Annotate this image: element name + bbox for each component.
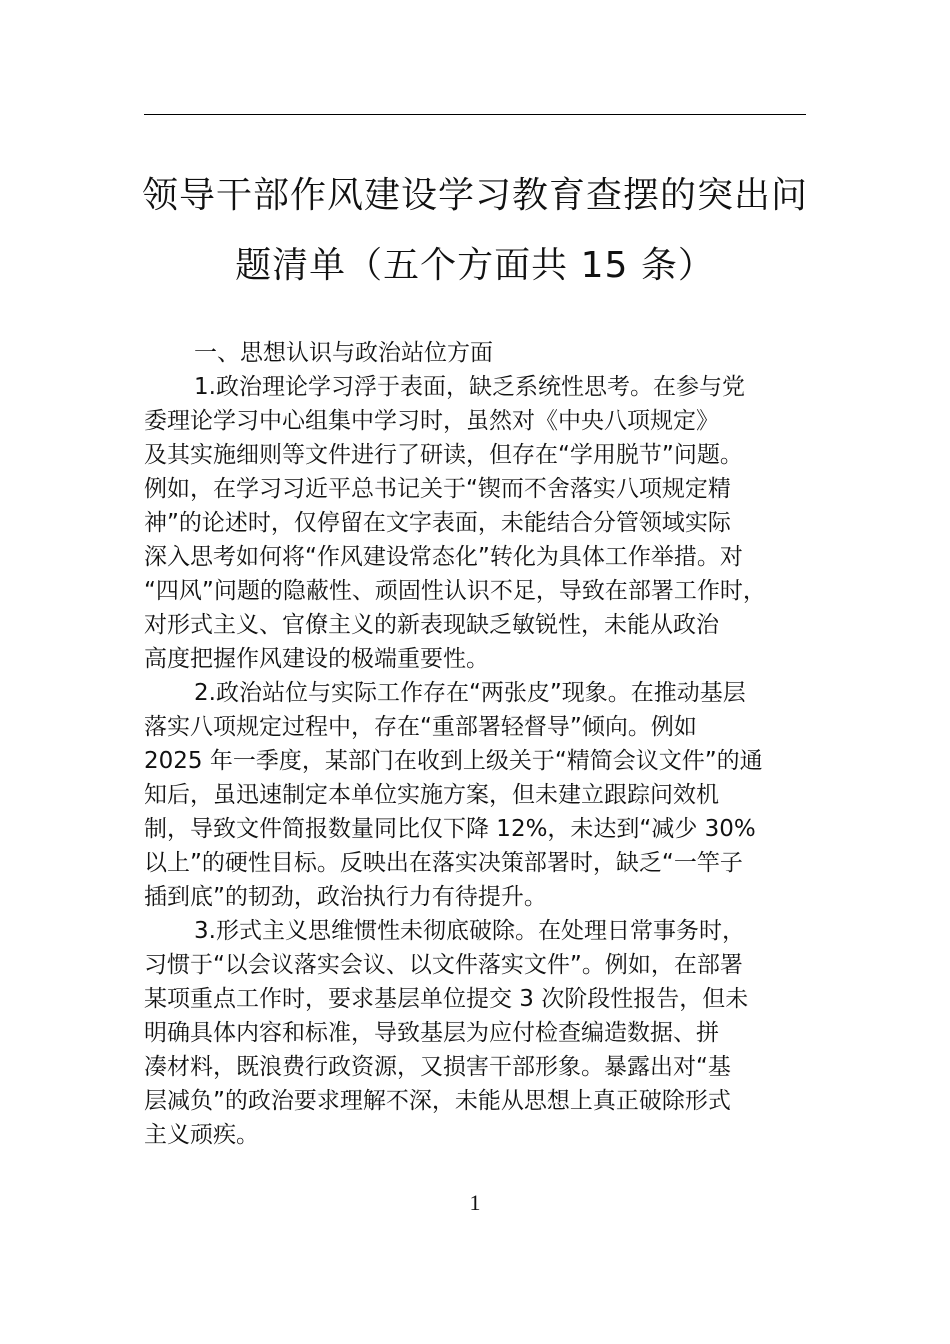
paragraph-line: 知后，虽迅速制定本单位实施方案，但未建立跟踪问效机 [144,782,719,808]
paragraph-line: 层减负”的政治要求理解不深，未能从思想上真正破除形式 [144,1088,731,1114]
paragraph-line: 神”的论述时，仅停留在文字表面，未能结合分管领域实际 [144,510,731,536]
paragraph-line: 深入思考如何将“作风建设常态化”转化为具体工作举措。对 [144,544,743,570]
paragraph-line: 以上”的硬性目标。反映出在落实决策部署时，缺乏“一竿子 [144,850,743,876]
paragraph-line: 凑材料，既浪费行政资源，又损害干部形象。暴露出对“基 [144,1054,731,1080]
paragraph-line: 制，导致文件简报数量同比仅下降 12%，未达到“减少 30% [144,816,756,842]
paragraph-line: 某项重点工作时，要求基层单位提交 3 次阶段性报告，但未 [144,986,749,1012]
paragraph-line: 及其实施细则等文件进行了研读，但存在“学用脱节”问题。 [144,442,743,468]
paragraph-2 [144,676,806,914]
paragraph-line: 2.政治站位与实际工作存在“两张皮”现象。在推动基层 [194,680,746,706]
paragraph-line: 插到底”的韧劲，政治执行力有待提升。 [144,884,547,910]
document-title-line-2: 题清单（五个方面共 15 条） [235,245,715,286]
paragraph-line: 例如，在学习习近平总书记关于“锲而不舍落实八项规定精 [144,476,731,502]
paragraph-line: 委理论学习中心组集中学习时，虽然对《中央八项规定》 [144,408,719,434]
document-title-line-1: 领导干部作风建设学习教育查摆的突出问 [141,175,808,216]
header-rule [144,114,806,115]
paragraph-line: 落实八项规定过程中，存在“重部署轻督导”倾向。例如 [144,714,697,740]
paragraph-line: 2025 年一季度，某部门在收到上级关于“精简会议文件”的通 [144,748,763,774]
paragraph-line: 高度把握作风建设的极端重要性。 [144,646,489,672]
paragraph-line: 主义顽疾。 [144,1122,259,1148]
page-number: 1 [469,1190,481,1215]
paragraph-line: 明确具体内容和标准，导致基层为应付检查编造数据、拼 [144,1020,719,1046]
section-heading: 一、思想认识与政治站位方面 [194,340,493,366]
paragraph-1 [144,370,806,676]
paragraph-line: 对形式主义、官僚主义的新表现缺乏敏锐性，未能从政治 [144,612,719,638]
document-body [144,337,806,1152]
paragraph-line: 3.形式主义思维惯性未彻底破除。在处理日常事务时， [194,918,745,944]
paragraph-3 [144,914,806,1152]
paragraph-line: “四风”问题的隐蔽性、顽固性认识不足，导致在部署工作时， [144,578,766,604]
paragraph-line: 1.政治理论学习浮于表面，缺乏系统性思考。在参与党 [194,374,745,400]
paragraph-line: 习惯于“以会议落实会议、以文件落实文件”。例如，在部署 [144,952,743,978]
